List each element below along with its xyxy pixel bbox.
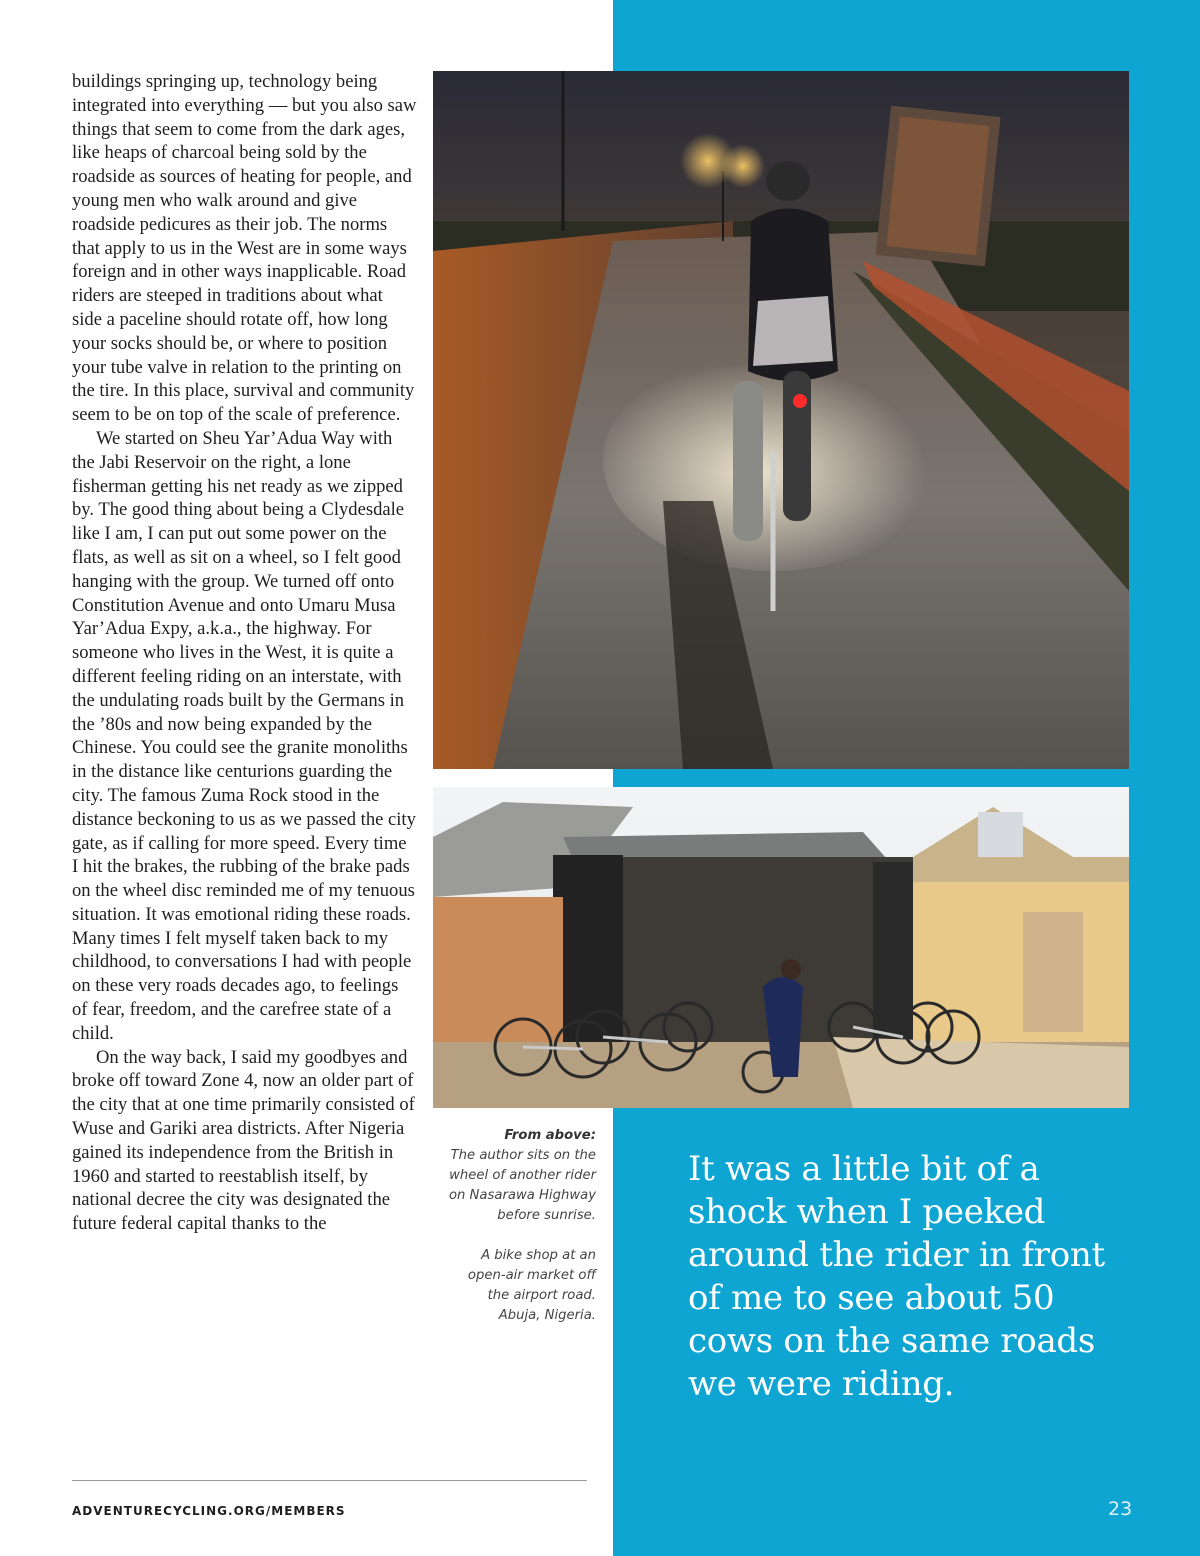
caption-second-photo: A bike shop at an open-air market off the airport road. Abuja, Nigeria. (467, 1248, 596, 1323)
paragraph-3: On the way back, I said my goodbyes and broke off toward Zone 4, now an older part of the city that at one time primarily consisted of Wuse and Gariki area districts. After Nigeria gained its independence from the British in 1960 and started to reestablish itself, by national decree the city was designated the future federal capital thanks to the (72, 1046, 415, 1235)
footer-url: ADVENTURECYCLING.ORG/MEMBERS (72, 1504, 346, 1518)
caption-first-photo: The author sits on the wheel of another rider on Nasarawa Highway before sunrise. (448, 1148, 596, 1223)
caption-lead: From above: (504, 1128, 596, 1143)
article-body (72, 70, 417, 1236)
caption-gap (445, 1226, 596, 1246)
bike-shop-photo (433, 787, 1129, 1108)
paragraph-2: We started on Sheu Yar’Adua Way with the Jabi Reservoir on the right, a lone fisherman getting his net ready as we zipped by. The good thing about being a Clydesdale like I am, I can put out some power on the flats, as well as sit on a wheel, so I felt good hanging with the group. We turned off onto Constitution Avenue and onto Umaru Musa Yar’Adua Expy, a.k.a., the highway. For someone who lives in the West, it is quite a different feeling riding on an interstate, with the undulating roads built by the Germans in the ’80s and now being expanded by the Chinese. You could see the granite monoliths in the distance like centurions guarding the city. The famous Zuma Rock stood in the distance beckoning to us as we passed the city gate, as if calling for more speed. Every time I hit the brakes, the rubbing of the brake pads on the wheel disc reminded me of my tenuous situation. It was emotional riding these roads. Many times I felt myself taken back to my childhood, to conversations I had with people on these very roads decades ago, to feelings of fear, freedom, and the carefree state of a child. (72, 427, 416, 1044)
paragraph-1: buildings springing up, technology being integrated into everything — but you also saw things that seem to come from the dark ages, like heaps of charcoal being sold by the roadside as sources of heating for people, and young men who walk around and give roadside pedicures as their job. The norms that apply to us in the West are in some ways foreign and in other ways inapplicable. Road riders are steeped in traditions about what side a paceline should rotate off, how long your socks should be, or where to position your tube valve in relation to the printing on the tire. In this place, survival and community seem to be on top of the scale of preference. (72, 71, 417, 426)
pull-quote: It was a little bit of a shock when I peeked around the rider in front of me to see about 50 cows on the same roads we were riding. (688, 1149, 1105, 1404)
page-number: 23 (1108, 1498, 1133, 1520)
night-ride-photo (433, 71, 1129, 769)
photo-caption (445, 1126, 596, 1326)
footer-divider (72, 1480, 587, 1481)
